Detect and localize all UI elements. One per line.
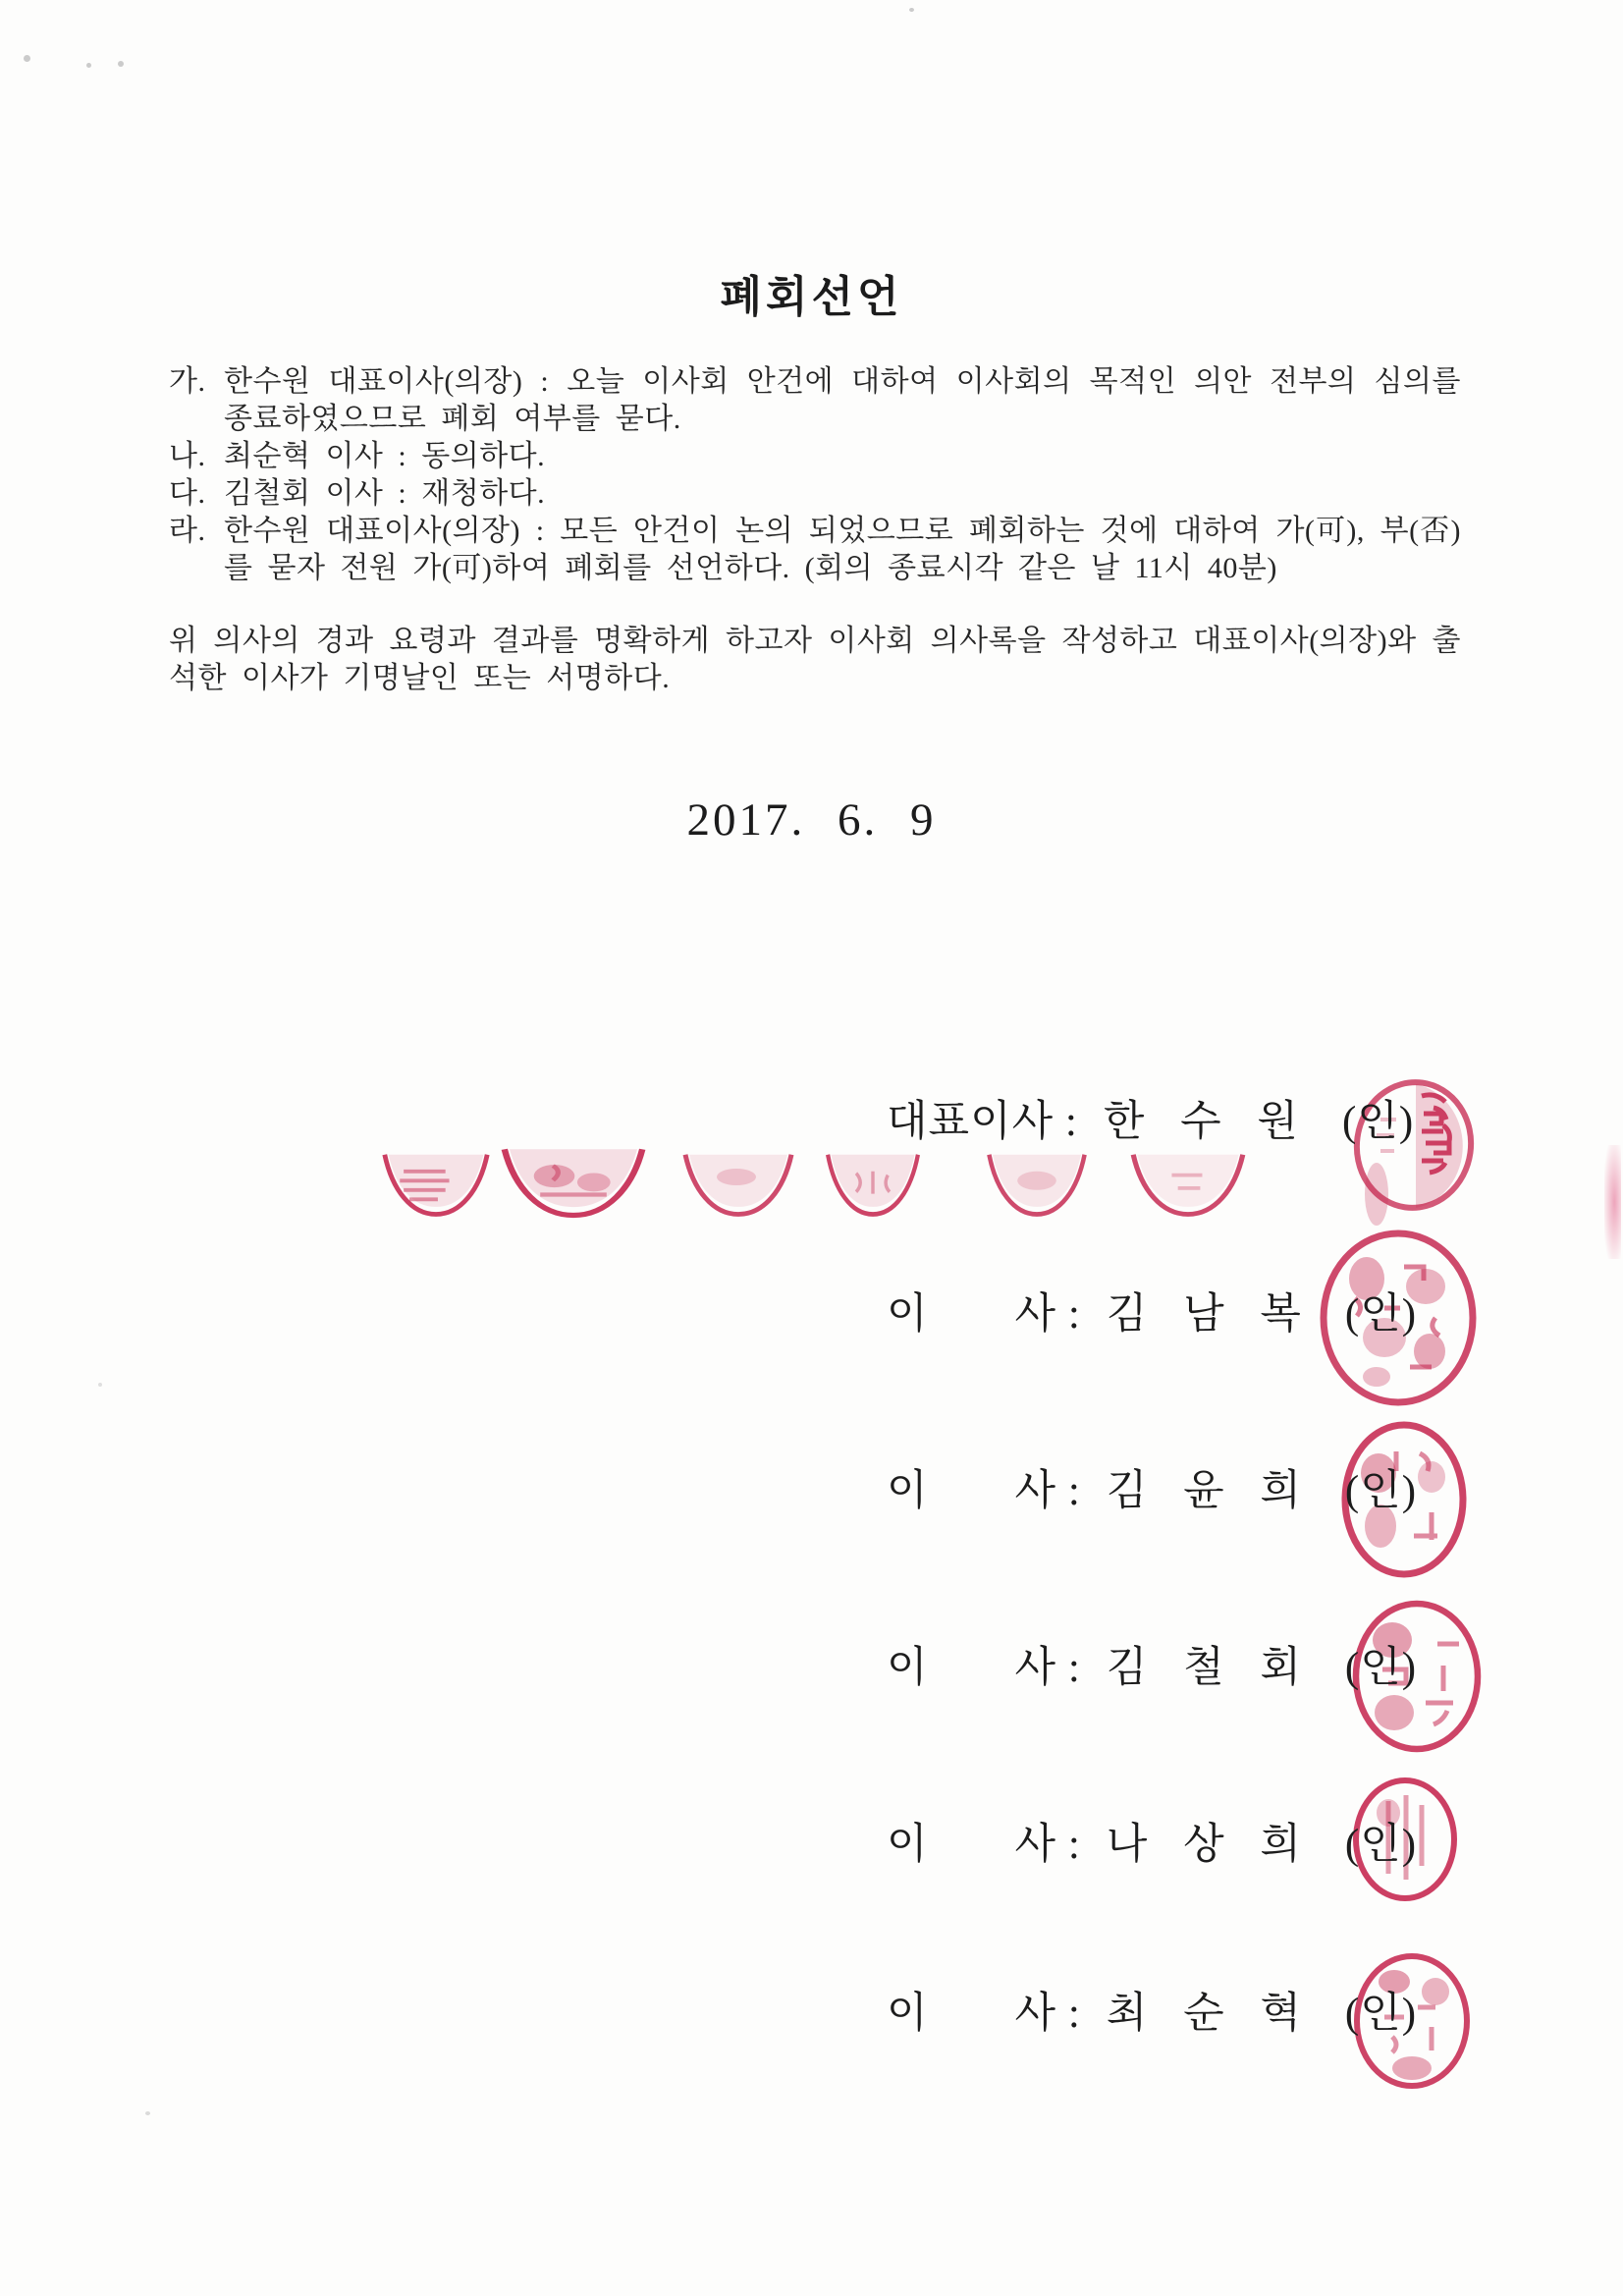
scan-artifact-dot bbox=[24, 55, 30, 62]
item-text: 한수원 대표이사(의장) : 모든 안건이 논의 되었으므로 폐회하는 것에 대하여 가(可), 부(否)를 묻자 전원 가(可)하여 폐회를 선언하다. (회의 종료시각 같은 날 11시 40분) bbox=[224, 515, 1461, 584]
page-title: 폐회선언 bbox=[720, 273, 903, 321]
signature-role: 이 사 : bbox=[887, 1991, 1081, 2037]
signature-role: 이 사 : bbox=[887, 1645, 1081, 1691]
item-label: 나. bbox=[169, 440, 206, 472]
scan-artifact-dot bbox=[909, 8, 914, 12]
list-item bbox=[169, 513, 1461, 587]
document-date: 2017. 6. 9 bbox=[686, 794, 937, 846]
signature-name: 김 남 복 bbox=[1106, 1291, 1302, 1338]
signature-name: 한 수 원 bbox=[1103, 1099, 1299, 1145]
item-text: 한수원 대표이사(의장) : 오늘 이사회 안건에 대하여 이사회의 목적인 의안 전부의 심의를 종료하였으므로 폐회 여부를 묻다. bbox=[224, 365, 1461, 435]
partial-seal-mark bbox=[679, 1149, 797, 1224]
signature-row bbox=[887, 1088, 1414, 1148]
seal-placeholder-label: (인) bbox=[1341, 1099, 1415, 1145]
scan-artifact-dot bbox=[145, 2111, 150, 2115]
list-item bbox=[169, 363, 1461, 438]
signature-role: 이 사 : bbox=[887, 1291, 1081, 1338]
signature-row bbox=[887, 1634, 1417, 1694]
seal-placeholder-label: (인) bbox=[1344, 1468, 1418, 1514]
item-text: 김철회 이사 : 재청하다. bbox=[224, 477, 546, 510]
signature-name: 최 순 혁 bbox=[1106, 1991, 1302, 2037]
item-label: 다. bbox=[169, 477, 206, 510]
body-text-block bbox=[169, 363, 1461, 697]
partial-seal-mark bbox=[823, 1149, 923, 1224]
scan-artifact-dot bbox=[98, 1383, 102, 1387]
list-item bbox=[169, 475, 1461, 513]
list-item bbox=[169, 438, 1461, 475]
signature-role: 이 사 : bbox=[887, 1468, 1081, 1514]
signature-row bbox=[887, 1980, 1417, 2040]
item-label: 가. bbox=[169, 365, 206, 398]
signature-row bbox=[887, 1457, 1417, 1517]
closing-paragraph: 위 의사의 경과 요령과 결과를 명확하게 하고자 이사회 의사록을 작성하고 대표이사(의장)와 출석한 이사가 기명날인 또는 서명하다. bbox=[169, 625, 1461, 694]
signature-role: 이 사 : bbox=[887, 1822, 1081, 1868]
seal-placeholder-label: (인) bbox=[1344, 1645, 1418, 1691]
seal-placeholder-label: (인) bbox=[1344, 1822, 1418, 1868]
scan-artifact-dot bbox=[118, 61, 124, 67]
seal-placeholder-label: (인) bbox=[1344, 1291, 1418, 1338]
seal-placeholder-label: (인) bbox=[1344, 1991, 1418, 2037]
signature-row bbox=[887, 1811, 1417, 1871]
partial-seal-mark bbox=[379, 1149, 493, 1224]
signature-row bbox=[887, 1281, 1417, 1340]
partial-seal-mark bbox=[1127, 1149, 1249, 1224]
item-text: 최순혁 이사 : 동의하다. bbox=[224, 440, 546, 472]
scan-artifact-dot bbox=[86, 63, 91, 68]
partial-seal-mark bbox=[497, 1143, 650, 1226]
signature-name: 김 철 회 bbox=[1106, 1645, 1302, 1691]
signature-name: 나 상 희 bbox=[1106, 1822, 1302, 1868]
signature-name: 김 윤 희 bbox=[1106, 1468, 1302, 1514]
ink-smudge bbox=[1604, 1145, 1621, 1259]
item-label: 라. bbox=[169, 515, 206, 547]
partial-seal-mark bbox=[984, 1149, 1090, 1224]
signature-role: 대표이사 : bbox=[887, 1099, 1078, 1145]
